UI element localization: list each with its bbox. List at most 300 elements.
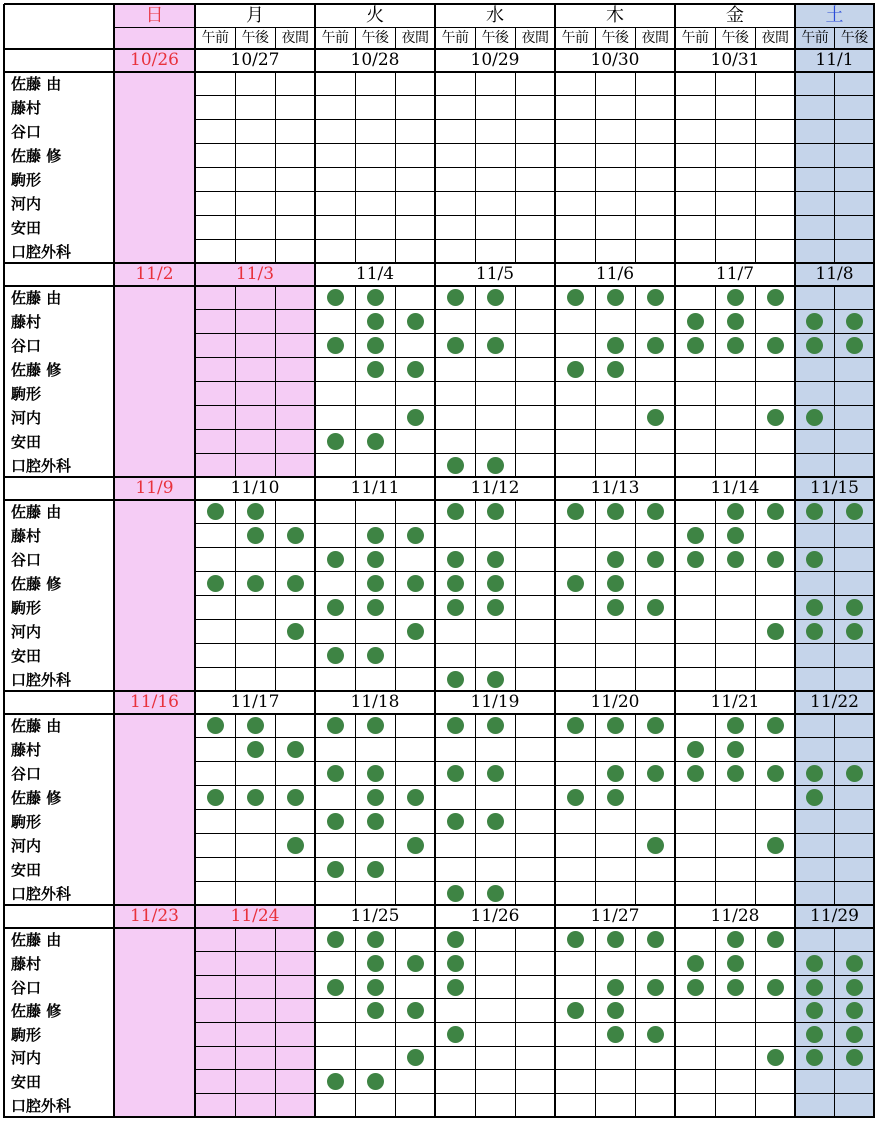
appointment-dot bbox=[767, 289, 784, 306]
period-header: 午後 bbox=[241, 30, 269, 46]
date-label: 11/8 bbox=[815, 264, 854, 284]
grid-line bbox=[595, 500, 596, 691]
appointment-dot bbox=[647, 551, 664, 568]
doctor-name: 安田 bbox=[11, 432, 42, 451]
appointment-dot bbox=[287, 837, 304, 854]
date-label: 11/18 bbox=[350, 692, 400, 712]
grid-line bbox=[195, 833, 874, 834]
appointment-dot bbox=[767, 765, 784, 782]
date-label: 11/28 bbox=[710, 906, 760, 926]
appointment-dot bbox=[687, 979, 704, 996]
appointment-dot bbox=[487, 671, 504, 688]
grid-line bbox=[195, 667, 874, 668]
date-label: 11/23 bbox=[130, 906, 179, 926]
appointment-dot bbox=[447, 931, 464, 948]
appointment-dot bbox=[647, 1026, 664, 1043]
appointment-dot bbox=[607, 337, 624, 354]
doctor-name: 安田 bbox=[11, 218, 42, 237]
appointment-dot bbox=[287, 527, 304, 544]
grid-line bbox=[475, 72, 476, 263]
grid-line bbox=[314, 4, 317, 1118]
appointment-dot bbox=[567, 1002, 584, 1019]
appointment-dot bbox=[367, 361, 384, 378]
appointment-dot bbox=[607, 717, 624, 734]
appointment-dot bbox=[806, 979, 823, 996]
appointment-dot bbox=[207, 575, 224, 592]
doctor-name: 佐藤 由 bbox=[11, 931, 62, 950]
grid-line bbox=[755, 27, 756, 49]
appointment-dot bbox=[647, 717, 664, 734]
doctor-name: 河内 bbox=[11, 1049, 42, 1068]
period-header: 夜間 bbox=[761, 30, 789, 46]
appointment-dot bbox=[767, 337, 784, 354]
grid-line bbox=[195, 453, 874, 454]
day-header: 日 bbox=[145, 4, 164, 26]
appointment-dot bbox=[647, 599, 664, 616]
appointment-dot bbox=[607, 1026, 624, 1043]
date-label: 10/29 bbox=[470, 50, 520, 70]
appointment-dot bbox=[327, 861, 344, 878]
appointment-dot bbox=[767, 623, 784, 640]
appointment-dot bbox=[607, 1002, 624, 1019]
grid-line bbox=[275, 714, 276, 905]
appointment-dot bbox=[327, 717, 344, 734]
doctor-name: 河内 bbox=[11, 622, 42, 641]
doctor-name: 佐藤 由 bbox=[11, 717, 62, 736]
appointment-dot bbox=[327, 599, 344, 616]
appointment-dot bbox=[687, 741, 704, 758]
date-label: 11/9 bbox=[135, 478, 174, 498]
appointment-dot bbox=[327, 289, 344, 306]
appointment-dot bbox=[407, 955, 424, 972]
grid-line bbox=[395, 714, 396, 905]
appointment-dot bbox=[367, 551, 384, 568]
appointment-dot bbox=[487, 337, 504, 354]
grid-line bbox=[195, 239, 874, 240]
doctor-name: 谷口 bbox=[11, 978, 42, 997]
grid-line bbox=[635, 286, 636, 477]
grid-line bbox=[195, 951, 874, 952]
grid-line bbox=[195, 547, 874, 548]
grid-line bbox=[595, 928, 596, 1117]
grid-line bbox=[113, 4, 116, 1118]
grid-line bbox=[195, 1046, 874, 1047]
doctor-name: 藤村 bbox=[11, 954, 42, 973]
doctor-name: 佐藤 修 bbox=[11, 361, 62, 380]
appointment-dot bbox=[367, 813, 384, 830]
appointment-dot bbox=[567, 789, 584, 806]
doctor-name: 口腔外科 bbox=[11, 1096, 72, 1115]
grid-line bbox=[715, 286, 716, 477]
date-label: 11/16 bbox=[130, 692, 179, 712]
appointment-dot bbox=[607, 575, 624, 592]
appointment-dot bbox=[447, 671, 464, 688]
grid-line bbox=[715, 928, 716, 1117]
grid-line bbox=[195, 643, 874, 644]
doctor-name: 安田 bbox=[11, 860, 42, 879]
grid-line bbox=[635, 27, 636, 49]
doctor-name: 谷口 bbox=[11, 765, 42, 784]
doctor-name: 駒形 bbox=[11, 1025, 42, 1044]
appointment-dot bbox=[367, 1073, 384, 1090]
appointment-dot bbox=[367, 433, 384, 450]
appointment-dot bbox=[487, 813, 504, 830]
appointment-dot bbox=[447, 337, 464, 354]
appointment-dot bbox=[727, 503, 744, 520]
appointment-dot bbox=[407, 623, 424, 640]
holiday-column-fill bbox=[195, 905, 315, 1117]
appointment-dot bbox=[767, 503, 784, 520]
grid-line bbox=[475, 714, 476, 905]
appointment-dot bbox=[567, 503, 584, 520]
doctor-name: 藤村 bbox=[11, 741, 42, 760]
date-label: 11/6 bbox=[595, 264, 635, 284]
grid-line bbox=[195, 215, 874, 216]
appointment-dot bbox=[327, 647, 344, 664]
doctor-name: 藤村 bbox=[11, 313, 42, 332]
date-label: 11/22 bbox=[810, 692, 859, 712]
grid-line bbox=[554, 4, 557, 1118]
grid-line bbox=[515, 500, 516, 691]
doctor-name: 佐藤 修 bbox=[11, 575, 62, 594]
appointment-dot bbox=[727, 741, 744, 758]
appointment-dot bbox=[487, 885, 504, 902]
grid-line bbox=[834, 286, 835, 477]
grid-line bbox=[355, 72, 356, 263]
grid-line bbox=[195, 191, 874, 192]
appointment-dot bbox=[447, 717, 464, 734]
grid-line bbox=[195, 309, 874, 310]
appointment-dot bbox=[567, 717, 584, 734]
doctor-name: 安田 bbox=[11, 646, 42, 665]
grid-line bbox=[195, 1069, 874, 1070]
grid-line bbox=[275, 286, 276, 477]
appointment-dot bbox=[727, 955, 744, 972]
appointment-dot bbox=[287, 575, 304, 592]
grid-line bbox=[195, 857, 874, 858]
appointment-dot bbox=[407, 1002, 424, 1019]
appointment-dot bbox=[647, 337, 664, 354]
grid-line bbox=[475, 500, 476, 691]
appointment-dot bbox=[447, 575, 464, 592]
period-header: 午前 bbox=[321, 30, 349, 46]
grid-line bbox=[595, 714, 596, 905]
doctor-name: 河内 bbox=[11, 836, 42, 855]
appointment-dot bbox=[367, 955, 384, 972]
appointment-dot bbox=[367, 599, 384, 616]
grid-line bbox=[235, 500, 236, 691]
grid-line bbox=[515, 72, 516, 263]
doctor-name: 谷口 bbox=[11, 337, 42, 356]
appointment-dot bbox=[407, 409, 424, 426]
holiday-column-fill bbox=[195, 263, 315, 477]
appointment-dot bbox=[367, 647, 384, 664]
appointment-dot bbox=[767, 1049, 784, 1066]
date-label: 11/5 bbox=[475, 264, 515, 284]
appointment-dot bbox=[767, 979, 784, 996]
date-label: 11/20 bbox=[590, 692, 640, 712]
grid-line bbox=[195, 785, 874, 786]
appointment-dot bbox=[367, 1002, 384, 1019]
grid-line bbox=[195, 1093, 874, 1094]
doctor-name: 谷口 bbox=[11, 123, 42, 142]
appointment-dot bbox=[327, 1073, 344, 1090]
date-label: 11/2 bbox=[135, 264, 174, 284]
appointment-dot bbox=[367, 861, 384, 878]
grid-line bbox=[195, 571, 874, 572]
grid-line bbox=[834, 500, 835, 691]
grid-line bbox=[395, 286, 396, 477]
grid-line bbox=[515, 714, 516, 905]
grid-line bbox=[4, 713, 875, 716]
appointment-dot bbox=[687, 551, 704, 568]
doctor-name: 河内 bbox=[11, 194, 42, 213]
appointment-dot bbox=[447, 955, 464, 972]
grid-line bbox=[395, 72, 396, 263]
appointment-dot bbox=[327, 765, 344, 782]
appointment-dot bbox=[647, 503, 664, 520]
appointment-dot bbox=[727, 527, 744, 544]
grid-line bbox=[4, 690, 875, 693]
date-label: 10/28 bbox=[350, 50, 400, 70]
doctor-name: 藤村 bbox=[11, 527, 42, 546]
doctor-name: 駒形 bbox=[11, 812, 42, 831]
grid-line bbox=[195, 143, 874, 144]
period-header: 午前 bbox=[681, 30, 709, 46]
period-header: 午後 bbox=[361, 30, 389, 46]
date-label: 11/12 bbox=[470, 478, 520, 498]
grid-line bbox=[355, 27, 356, 49]
grid-line bbox=[715, 714, 716, 905]
appointment-dot bbox=[846, 599, 863, 616]
period-header: 午後 bbox=[721, 30, 749, 46]
appointment-dot bbox=[447, 551, 464, 568]
grid-line bbox=[873, 4, 876, 1118]
appointment-dot bbox=[846, 623, 863, 640]
date-label: 11/29 bbox=[810, 906, 859, 926]
day-header: 水 bbox=[486, 4, 504, 26]
grid-line bbox=[275, 500, 276, 691]
doctor-name: 佐藤 由 bbox=[11, 75, 62, 94]
appointment-dot bbox=[806, 1026, 823, 1043]
appointment-dot bbox=[846, 1026, 863, 1043]
grid-line bbox=[195, 119, 874, 120]
appointment-dot bbox=[806, 623, 823, 640]
appointment-dot bbox=[846, 765, 863, 782]
appointment-dot bbox=[487, 717, 504, 734]
appointment-dot bbox=[687, 955, 704, 972]
grid-line bbox=[794, 4, 797, 1118]
date-label: 11/19 bbox=[470, 692, 520, 712]
grid-line bbox=[195, 333, 874, 334]
date-label: 11/21 bbox=[710, 692, 760, 712]
day-header: 月 bbox=[246, 4, 264, 26]
appointment-dot bbox=[407, 837, 424, 854]
doctor-name: 駒形 bbox=[11, 170, 42, 189]
appointment-dot bbox=[487, 289, 504, 306]
grid-line bbox=[235, 714, 236, 905]
date-label: 11/15 bbox=[810, 478, 859, 498]
period-header: 夜間 bbox=[401, 30, 429, 46]
period-header: 午前 bbox=[561, 30, 589, 46]
appointment-dot bbox=[647, 979, 664, 996]
appointment-dot bbox=[247, 741, 264, 758]
grid-line bbox=[195, 167, 874, 168]
doctor-name: 口腔外科 bbox=[11, 242, 72, 261]
appointment-dot bbox=[287, 741, 304, 758]
grid-line bbox=[275, 928, 276, 1117]
grid-line bbox=[4, 71, 875, 74]
period-header: 午前 bbox=[801, 30, 829, 46]
appointment-dot bbox=[727, 717, 744, 734]
period-header: 午後 bbox=[840, 30, 868, 46]
date-label: 11/3 bbox=[235, 264, 275, 284]
grid-line bbox=[755, 286, 756, 477]
date-label: 11/25 bbox=[350, 906, 400, 926]
grid-line bbox=[4, 904, 875, 907]
appointment-dot bbox=[607, 765, 624, 782]
appointment-dot bbox=[367, 527, 384, 544]
appointment-dot bbox=[607, 979, 624, 996]
appointment-dot bbox=[647, 837, 664, 854]
appointment-dot bbox=[447, 457, 464, 474]
date-label: 11/4 bbox=[355, 264, 395, 284]
appointment-dot bbox=[846, 955, 863, 972]
grid-line bbox=[715, 72, 716, 263]
doctor-name: 佐藤 由 bbox=[11, 289, 62, 308]
appointment-dot bbox=[846, 313, 863, 330]
appointment-dot bbox=[367, 765, 384, 782]
grid-line bbox=[194, 4, 197, 1118]
period-header: 午後 bbox=[481, 30, 509, 46]
grid-line bbox=[674, 4, 677, 1118]
grid-line bbox=[4, 48, 875, 51]
grid-line bbox=[235, 72, 236, 263]
appointment-dot bbox=[207, 789, 224, 806]
grid-line bbox=[4, 285, 875, 288]
appointment-dot bbox=[327, 931, 344, 948]
appointment-dot bbox=[767, 931, 784, 948]
appointment-dot bbox=[727, 337, 744, 354]
appointment-dot bbox=[487, 765, 504, 782]
appointment-dot bbox=[447, 599, 464, 616]
grid-line bbox=[755, 928, 756, 1117]
grid-line bbox=[195, 998, 874, 999]
day-header: 木 bbox=[606, 4, 624, 26]
appointment-dot bbox=[806, 409, 823, 426]
grid-line bbox=[755, 72, 756, 263]
period-header: 夜間 bbox=[521, 30, 549, 46]
appointment-dot bbox=[687, 337, 704, 354]
doctor-name: 佐藤 修 bbox=[11, 147, 62, 166]
appointment-dot bbox=[247, 575, 264, 592]
appointment-dot bbox=[447, 979, 464, 996]
appointment-dot bbox=[447, 885, 464, 902]
grid-line bbox=[235, 928, 236, 1117]
doctor-name: 佐藤 修 bbox=[11, 1002, 62, 1021]
grid-line bbox=[195, 405, 874, 406]
grid-line bbox=[515, 286, 516, 477]
doctor-name: 佐藤 由 bbox=[11, 503, 62, 522]
appointment-dot bbox=[727, 313, 744, 330]
date-label: 10/30 bbox=[590, 50, 640, 70]
appointment-dot bbox=[687, 527, 704, 544]
doctor-name: 駒形 bbox=[11, 598, 42, 617]
grid-line bbox=[195, 95, 874, 96]
date-label: 11/1 bbox=[815, 50, 854, 70]
date-label: 11/24 bbox=[230, 906, 280, 926]
doctor-name: 駒形 bbox=[11, 384, 42, 403]
date-label: 11/11 bbox=[350, 478, 400, 498]
grid-line bbox=[195, 595, 874, 596]
grid-line bbox=[715, 500, 716, 691]
appointment-dot bbox=[567, 361, 584, 378]
grid-line bbox=[195, 357, 874, 358]
appointment-dot bbox=[367, 313, 384, 330]
appointment-dot bbox=[846, 1002, 863, 1019]
appointment-dot bbox=[407, 789, 424, 806]
appointment-dot bbox=[207, 717, 224, 734]
grid-line bbox=[235, 27, 236, 49]
grid-line bbox=[834, 72, 835, 263]
grid-line bbox=[595, 286, 596, 477]
grid-line bbox=[355, 714, 356, 905]
appointment-dot bbox=[447, 289, 464, 306]
doctor-name: 口腔外科 bbox=[11, 670, 72, 689]
grid-line bbox=[235, 286, 236, 477]
day-header: 土 bbox=[825, 4, 844, 26]
grid-line bbox=[195, 975, 874, 976]
grid-line bbox=[195, 761, 874, 762]
date-label: 10/31 bbox=[710, 50, 760, 70]
period-header: 午後 bbox=[601, 30, 629, 46]
grid-line bbox=[195, 809, 874, 810]
grid-line bbox=[195, 381, 874, 382]
appointment-dot bbox=[607, 599, 624, 616]
grid-line bbox=[834, 714, 835, 905]
grid-line bbox=[475, 27, 476, 49]
appointment-dot bbox=[367, 575, 384, 592]
date-label: 11/26 bbox=[470, 906, 520, 926]
grid-line bbox=[715, 27, 716, 49]
grid-line bbox=[4, 499, 875, 502]
grid-line bbox=[395, 928, 396, 1117]
grid-line bbox=[834, 928, 835, 1117]
period-header: 午前 bbox=[441, 30, 469, 46]
grid-line bbox=[195, 619, 874, 620]
appointment-dot bbox=[607, 289, 624, 306]
grid-line bbox=[195, 429, 874, 430]
appointment-dot bbox=[207, 503, 224, 520]
appointment-dot bbox=[727, 289, 744, 306]
date-label: 11/27 bbox=[590, 906, 640, 926]
grid-line bbox=[355, 928, 356, 1117]
doctor-name: 口腔外科 bbox=[11, 884, 72, 903]
appointment-dot bbox=[767, 837, 784, 854]
appointment-dot bbox=[647, 409, 664, 426]
doctor-name: 谷口 bbox=[11, 551, 42, 570]
appointment-dot bbox=[247, 789, 264, 806]
appointment-dot bbox=[407, 575, 424, 592]
appointment-dot bbox=[367, 717, 384, 734]
day-header: 金 bbox=[726, 4, 744, 26]
grid-line bbox=[834, 27, 835, 49]
appointment-dot bbox=[327, 979, 344, 996]
grid-line bbox=[195, 523, 874, 524]
appointment-dot bbox=[367, 931, 384, 948]
grid-line bbox=[4, 262, 875, 265]
appointment-dot bbox=[287, 789, 304, 806]
